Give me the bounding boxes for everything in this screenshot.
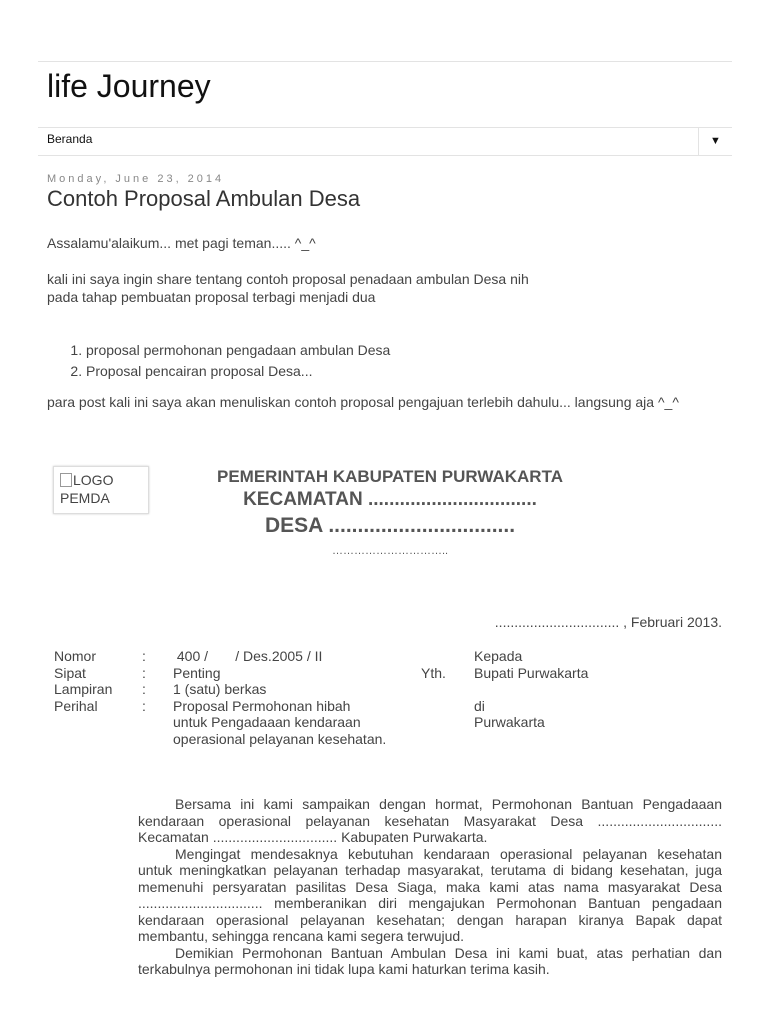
letterhead-line-4: …………………………..	[331, 545, 449, 557]
post-greeting: Assalamu'alaikum... met pagi teman..... ^_^	[47, 235, 316, 251]
letterhead-line-2: KECAMATAN ................................	[243, 489, 537, 510]
post-outro: para post kali ini saya akan menuliskan contoh proposal pengajuan terlebih dahulu... langsung aja ^_^	[47, 394, 679, 410]
proposal-type-list	[47, 340, 390, 382]
post-intro-line-1: kali ini saya ingin share tentang contoh proposal penadaan ambulan Desa nih	[47, 271, 529, 287]
meta-label-nomor: Nomor	[54, 648, 97, 664]
meta-value-lampiran: 1 (satu) berkas	[173, 681, 267, 697]
nav-item-beranda[interactable]: Beranda	[47, 132, 93, 146]
list-item: 2. Proposal pencairan proposal Desa...	[86, 361, 390, 382]
meta-label-lampiran: Lampiran	[54, 681, 113, 697]
recipient-line: Purwakarta	[474, 714, 545, 730]
post-title[interactable]: Contoh Proposal Ambulan Desa	[47, 186, 361, 211]
logo-pemda-image	[53, 466, 149, 514]
recipient-line: di	[474, 697, 485, 714]
letterhead-line-3: DESA ................................	[264, 514, 516, 537]
meta-colon: :	[142, 664, 146, 681]
logo-alt-text: LOGO PEMDA	[60, 472, 114, 506]
meta-value-sipat: Penting	[173, 664, 221, 681]
blog-title[interactable]: life Journey	[47, 68, 211, 104]
letterhead-line-1: PEMERINTAH KABUPATEN PURWAKARTA	[217, 467, 563, 486]
meta-label-perihal: Perihal	[54, 697, 98, 714]
letter-dateline: ................................ , Februari 2013.	[494, 614, 722, 630]
post-intro-line-2: pada tahap pembuatan proposal terbagi menjadi dua	[47, 289, 376, 305]
recipient-line: Kepada	[474, 648, 523, 664]
meta-colon: :	[142, 648, 146, 664]
letter-paragraph: Bersama ini kami sampaikan dengan hormat, Permohonan Bantuan Pengadaaan kendaraan operasional pelayanan kesehatan Masyarakat Desa ................................ Kecamatan ................................ Kabupaten Purwakarta.	[138, 796, 722, 845]
meta-colon: :	[142, 681, 146, 697]
letter-body	[138, 796, 722, 978]
recipient-yth: Yth.	[421, 664, 446, 681]
list-item: 1. proposal permohonan pengadaan ambulan Desa	[86, 340, 390, 361]
letter-paragraph: Mengingat mendesaknya kebutuhan kendaraan operasional pelayanan kesehatan untuk meningkatkan pelayanan terhadap masyarakat, terutama di bidang kesehatan, juga memenuhi persyaratan pasilitas Desa Siaga, maka kami atas nama masyarakat Desa ................................ memberanikan diri mengajukan Permohonan Bantuan pengadaan kendaraan operasional pelayanan kesehatan; dengan harapan kiranya Bapak dapat membantu, sehingga rencana kami segera terwujud.	[138, 845, 722, 944]
header-divider	[38, 61, 732, 62]
nav-bar	[38, 127, 732, 156]
meta-value-perihal-cont-1: untuk Pengadaaan kendaraan	[173, 714, 361, 730]
letter-paragraph: Demikian Permohonan Bantuan Ambulan Desa ini kami buat, atas perhatian dan terkabulnya permohonan ini tidak lupa kami haturkan terima kasih.	[138, 944, 722, 977]
meta-value-perihal-cont-2: operasional pelayanan kesehatan.	[173, 730, 387, 747]
nav-dropdown-toggle[interactable]: ▼	[698, 128, 732, 155]
meta-label-sipat: Sipat	[54, 664, 86, 681]
meta-colon: :	[142, 697, 146, 714]
recipient-line: Bupati Purwakarta	[474, 664, 589, 681]
meta-value-perihal: Proposal Permohonan hibah	[173, 697, 351, 714]
meta-value-nomor: 400 / / Des.2005 / II	[173, 648, 323, 664]
post-date: Monday, June 23, 2014	[47, 173, 225, 185]
broken-image-icon	[60, 473, 72, 487]
